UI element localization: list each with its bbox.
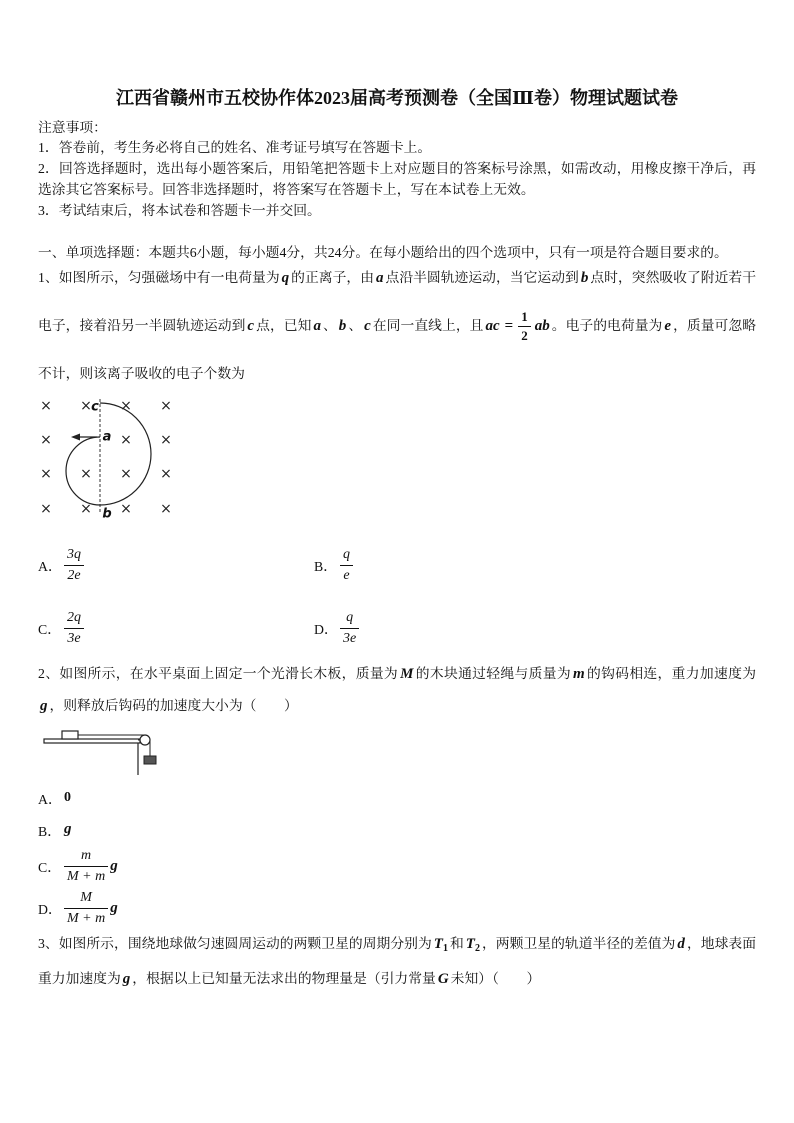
fraction-numerator: q bbox=[346, 609, 354, 625]
stem-text: 的木块通过轻绳与质量为 bbox=[415, 666, 571, 681]
stem-text: 未知）（ ） bbox=[450, 971, 541, 986]
stem-text: 点，已知 bbox=[256, 318, 312, 333]
fraction-denominator: 2 bbox=[518, 326, 531, 343]
field-cross: × bbox=[160, 466, 172, 482]
option-label: B． bbox=[38, 823, 61, 839]
trajectory-arc-b-to-c bbox=[100, 403, 151, 505]
field-cross: × bbox=[120, 432, 132, 448]
fraction-numerator: m bbox=[81, 847, 92, 863]
option-label: C． bbox=[38, 622, 61, 637]
fraction-numerator: 2q bbox=[67, 609, 81, 625]
question-2-stem bbox=[38, 658, 756, 722]
period-T1 bbox=[434, 936, 448, 952]
option-fraction bbox=[64, 848, 108, 885]
option-fraction bbox=[340, 547, 353, 584]
variable-e: e bbox=[664, 318, 672, 334]
point-b: b bbox=[338, 318, 347, 334]
stem-text: 点沿半圆轨迹运动，当它运动到 bbox=[385, 270, 579, 285]
segment-ac: ac bbox=[485, 318, 500, 334]
notice-item-2: 2．回答选择题时，选出每小题答案后，用铅笔把答题卡上对应题目的答案标号涂黑，如需改动，用橡皮擦干净后，再选涂其它答案标号。回答非选择题时，将答案写在答题卡上，写在本试卷上无效。 bbox=[38, 161, 756, 197]
q2-option-b bbox=[38, 819, 72, 840]
stem-text: 、 bbox=[348, 318, 363, 333]
stem-text: 1、如图所示，匀强磁场中有一电荷量为 bbox=[38, 270, 280, 285]
point-c: c bbox=[247, 318, 255, 334]
fraction-numerator: 3q bbox=[67, 546, 81, 562]
field-cross: × bbox=[80, 501, 92, 517]
option-factor-g: g bbox=[110, 857, 118, 874]
q1-option-b bbox=[314, 545, 353, 585]
section-heading-single-choice: 一、单项选择题：本题共6小题，每小题4分，共24分。在每小题给出的四个选项中，只有一项是符合题目要求的。 bbox=[38, 245, 728, 260]
stem-text: 2、如图所示，在水平桌面上固定一个光滑长木板，质量为 bbox=[38, 666, 399, 681]
variable-q: q bbox=[281, 270, 290, 286]
option-label: B． bbox=[314, 559, 337, 574]
option-label: C． bbox=[38, 860, 61, 875]
option-fraction bbox=[340, 610, 359, 647]
question-1-stem bbox=[38, 254, 756, 397]
stem-text: ，两颗卫星的轨道半径的差值为 bbox=[481, 936, 676, 951]
point-a: a bbox=[313, 318, 321, 334]
fraction-one-half bbox=[518, 310, 531, 343]
fraction-denominator: 3e bbox=[340, 628, 359, 647]
long-board bbox=[44, 739, 140, 743]
option-value: 0 bbox=[64, 789, 71, 805]
hook-weight bbox=[144, 756, 156, 764]
period-subscript: 1 bbox=[442, 943, 448, 954]
option-label: D． bbox=[38, 902, 62, 917]
fraction-denominator: M + m bbox=[64, 908, 108, 927]
field-cross: × bbox=[40, 398, 52, 414]
period-subscript: 2 bbox=[474, 943, 480, 954]
stem-text: ，根据以上已知量无法求出的物理量是（引力常量 bbox=[132, 971, 436, 986]
field-cross: × bbox=[160, 432, 172, 448]
variable-M: M bbox=[400, 666, 414, 682]
option-fraction bbox=[64, 890, 108, 927]
period-symbol: T bbox=[433, 936, 443, 952]
point-c: c bbox=[364, 318, 371, 334]
option-value: g bbox=[64, 821, 72, 837]
q1-option-c bbox=[38, 608, 84, 648]
variable-g: g bbox=[40, 698, 48, 714]
option-label: D． bbox=[314, 622, 338, 637]
field-cross: × bbox=[160, 501, 172, 517]
q1-figure-magnetic-field bbox=[36, 396, 176, 522]
field-cross: × bbox=[120, 398, 132, 414]
point-a: a bbox=[376, 270, 384, 286]
fraction-denominator: e bbox=[340, 565, 352, 584]
q2-option-d bbox=[38, 888, 118, 928]
stem-text: 在同一直线上，且 bbox=[372, 318, 484, 333]
exam-title: 江西省赣州市五校协作体2023届高考预测卷（全国Ⅲ卷）物理试题试卷 bbox=[116, 88, 678, 108]
stem-text: 和 bbox=[449, 936, 464, 951]
label-a: a bbox=[102, 429, 112, 445]
field-cross: × bbox=[40, 466, 52, 482]
fraction-numerator: q bbox=[343, 546, 350, 562]
q2-option-c bbox=[38, 846, 118, 886]
option-fraction bbox=[64, 610, 84, 647]
fraction-denominator: 3e bbox=[64, 628, 83, 647]
field-cross: × bbox=[160, 398, 172, 414]
point-b: b bbox=[580, 270, 589, 286]
fraction-denominator: 2e bbox=[64, 565, 83, 584]
stem-text: 的钩码相连，重力加速度为 bbox=[586, 666, 757, 681]
option-factor-g: g bbox=[110, 899, 118, 916]
field-cross: × bbox=[120, 466, 132, 482]
variable-d: d bbox=[677, 936, 685, 952]
notice-item-1: 1．答卷前，考生务必将自己的姓名、准考证号填写在答题卡上。 bbox=[38, 140, 432, 155]
notice-heading: 注意事项： bbox=[38, 120, 107, 135]
arrow-left-icon bbox=[71, 434, 80, 441]
stem-text: 的正离子，由 bbox=[291, 270, 374, 285]
fraction-denominator: M + m bbox=[64, 866, 108, 885]
wooden-block bbox=[62, 731, 78, 739]
field-cross: × bbox=[120, 501, 132, 517]
q2-figure-pulley-system bbox=[40, 728, 160, 778]
variable-m: m bbox=[572, 666, 585, 682]
field-cross: × bbox=[80, 466, 92, 482]
segment-ab: ab bbox=[534, 318, 550, 334]
option-label: A． bbox=[38, 559, 62, 574]
ratio-relation bbox=[483, 309, 551, 344]
q1-option-a bbox=[38, 545, 84, 585]
stem-text: ，质量可忽略不计，则该离子吸收的电子个数为 bbox=[38, 318, 757, 381]
fraction-numerator: 1 bbox=[521, 309, 528, 325]
label-c: c bbox=[91, 399, 99, 415]
field-cross: × bbox=[40, 501, 52, 517]
stem-text: ，地球表面重力加速度为 bbox=[38, 936, 757, 986]
pulley-icon bbox=[140, 735, 150, 745]
stem-text: 点时，突然吸收了附近若干电子，接着沿另一半圆轨迹运动到 bbox=[38, 270, 757, 333]
stem-text: 。电子的电荷量为 bbox=[551, 318, 663, 333]
option-label: A． bbox=[38, 791, 62, 807]
period-symbol: T bbox=[465, 936, 475, 952]
stem-text: ，则释放后钩码的加速度大小为（ ） bbox=[49, 698, 298, 713]
stem-text: 、 bbox=[322, 318, 337, 333]
notice-item-3: 3．考试结束后，将本试卷和答题卡一并交回。 bbox=[38, 203, 321, 218]
field-cross: × bbox=[80, 398, 92, 414]
option-fraction bbox=[64, 547, 84, 584]
question-3-stem bbox=[38, 929, 756, 994]
stem-text: 3、如图所示，围绕地球做匀速圆周运动的两颗卫星的周期分别为 bbox=[38, 936, 432, 951]
q1-option-d bbox=[314, 608, 359, 648]
q2-option-a bbox=[38, 787, 71, 808]
variable-g: g bbox=[122, 971, 131, 987]
fraction-numerator: M bbox=[80, 889, 92, 905]
label-b: b bbox=[102, 506, 112, 522]
period-T2 bbox=[466, 936, 480, 952]
field-cross: × bbox=[40, 432, 52, 448]
equals-sign: = bbox=[504, 318, 514, 334]
variable-G: G bbox=[437, 971, 449, 987]
